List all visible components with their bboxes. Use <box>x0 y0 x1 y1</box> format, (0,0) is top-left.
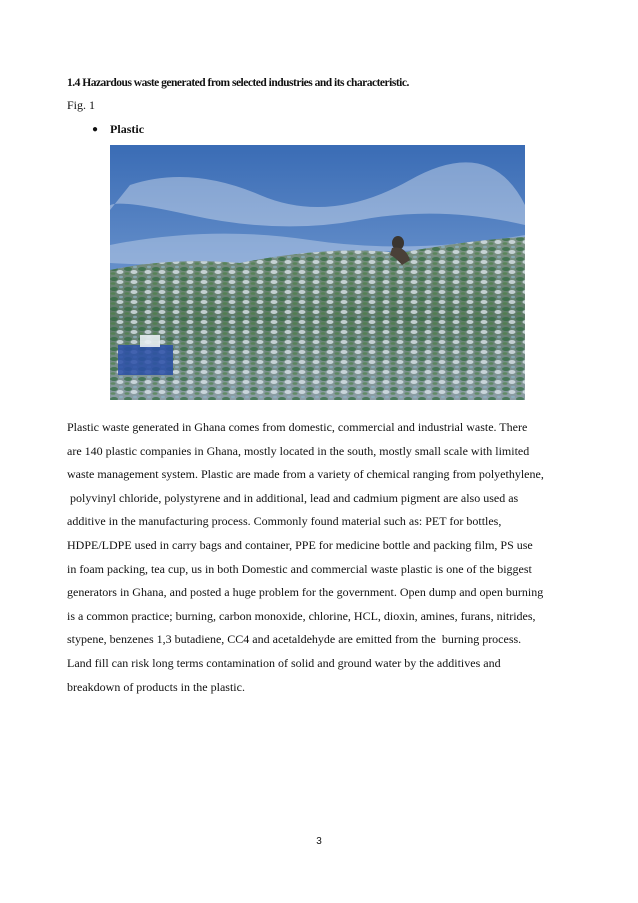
bullet-label: Plastic <box>110 122 145 136</box>
paragraph-line: polyvinyl chloride, polystyrene and in additional, lead and cadmium pigment are also used as <box>67 490 519 505</box>
bullet-icon: ● <box>92 124 99 135</box>
paragraph-line: is a common practice; burning, carbon monoxide, chlorine, HCL, dioxin, amines, furans, nitrides, <box>67 608 536 623</box>
page-number: 3 <box>316 836 322 847</box>
paragraph-line: are 140 plastic companies in Ghana, mostly located in the south, mostly small scale with limited <box>67 443 530 458</box>
paragraph-line: in foam packing, tea cup, us in both Domestic and commercial waste plastic is one of the biggest <box>67 561 532 576</box>
plastic-waste-image <box>110 145 525 400</box>
bullet-item-plastic <box>92 122 144 137</box>
section-heading: 1.4 Hazardous waste generated from selected industries and its characteristic. <box>67 77 409 89</box>
paragraph-line: HDPE/LDPE used in carry bags and container, PPE for medicine bottle and packing film, PS use <box>67 537 533 552</box>
paragraph-line: Land fill can risk long terms contamination of solid and ground water by the additives and <box>67 655 501 670</box>
figure-label: Fig. 1 <box>67 98 96 112</box>
paragraph-line: breakdown of products in the plastic. <box>67 679 245 694</box>
body-paragraph <box>67 416 587 699</box>
paragraph-line: Plastic waste generated in Ghana comes from domestic, commercial and industrial waste. There <box>67 420 528 434</box>
paragraph-line: generators in Ghana, and posted a huge problem for the government. Open dump and open burning <box>67 585 544 600</box>
paragraph-line: stypene, benzenes 1,3 butadiene, CC4 and acetaldehyde are emitted from the burning process. <box>67 632 522 647</box>
paragraph-line: waste management system. Plastic are made from a variety of chemical ranging from polyethylene, <box>67 467 544 482</box>
paragraph-line: additive in the manufacturing process. Commonly found material such as: PET for bottles, <box>67 514 502 529</box>
plastic-waste-photo <box>110 145 525 400</box>
